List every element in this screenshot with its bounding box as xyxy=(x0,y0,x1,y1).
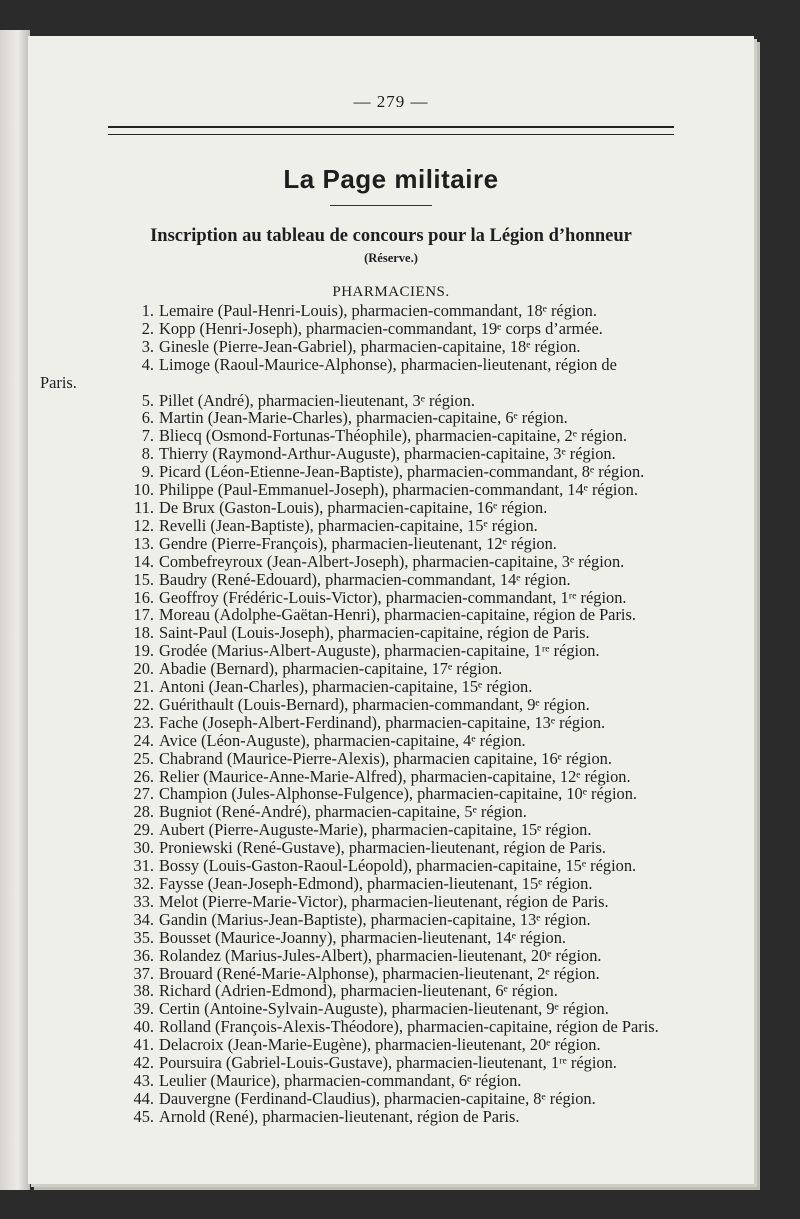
section-title: Inscription au tableau de concours pour la Légion d’honneur xyxy=(150,226,632,246)
list-item-text: Delacroix (Jean-Marie-Eugène), pharmacien-lieutenant, 20ᵉ région. xyxy=(159,1035,601,1055)
list-item-number: 37. xyxy=(133,963,154,983)
list-item-number: 18. xyxy=(133,623,154,643)
list-item-number: 2. xyxy=(141,318,154,338)
list-item-number: 15. xyxy=(133,569,154,589)
list-item xyxy=(98,803,698,821)
list-item-text: Fache (Joseph-Albert-Ferdinand), pharmacien-capitaine, 13ᵉ région. xyxy=(159,712,606,732)
list-item xyxy=(98,678,698,696)
list-item-number: 43. xyxy=(133,1070,154,1090)
list-item-number: 36. xyxy=(133,945,154,965)
list-item-number: 1. xyxy=(141,301,154,320)
list-item xyxy=(98,947,698,965)
list-item-text: Aubert (Pierre-Auguste-Marie), pharmacien-capitaine, 15ᵉ région. xyxy=(159,820,592,840)
page-title: La Page militaire xyxy=(283,164,499,194)
list-item-text: Abadie (Bernard), pharmacien-capitaine, 17ᵉ région. xyxy=(159,659,503,679)
list-item xyxy=(98,589,698,607)
list-item xyxy=(98,732,698,750)
list-item xyxy=(98,714,698,732)
list-item-text: Picard (Léon-Etienne-Jean-Baptiste), pharmacien-commandant, 8ᵉ région. xyxy=(159,462,645,482)
list-item xyxy=(98,499,698,517)
list-item-text: Gandin (Marius-Jean-Baptiste), pharmacien-capitaine, 13ᵉ région. xyxy=(159,909,591,929)
list-item xyxy=(98,553,698,571)
list-item xyxy=(98,1000,698,1018)
list-item-text: Guérithault (Louis-Bernard), pharmacien-commandant, 9ᵉ région. xyxy=(159,694,590,714)
list-item-number: 42. xyxy=(133,1053,154,1073)
list-item-text: Avice (Léon-Auguste), pharmacien-capitaine, 4ᵉ région. xyxy=(159,730,526,750)
list-item-number: 40. xyxy=(133,1017,154,1037)
list-item xyxy=(98,839,698,857)
list-item-number: 7. xyxy=(141,426,154,446)
list-item xyxy=(98,982,698,1000)
list-item-text: Bugniot (René-André), pharmacien-capitaine, 5ᵉ région. xyxy=(159,802,527,822)
list-item-number: 19. xyxy=(133,641,154,661)
list-item xyxy=(98,893,698,911)
list-item xyxy=(98,1072,698,1090)
list-item-number: 5. xyxy=(141,390,154,410)
list-item-number: 32. xyxy=(133,874,154,893)
list-item-number: 35. xyxy=(133,927,154,947)
list-item xyxy=(98,463,698,481)
list-item-text: Martin (Jean-Marie-Charles), pharmacien-capitaine, 6ᵉ région. xyxy=(159,408,568,428)
left-page-edge xyxy=(0,30,30,1190)
title-divider xyxy=(330,205,432,206)
list-item-text: Gendre (Pierre-François), pharmacien-lieutenant, 12ᵉ région. xyxy=(159,533,557,553)
list-item-number: 20. xyxy=(133,659,154,679)
list-item xyxy=(98,965,698,983)
list-item-text: Moreau (Adolphe-Gaëtan-Henri), pharmacien-capitaine, région de Paris. xyxy=(159,605,636,625)
list-item-text: Rolland (François-Alexis-Théodore), pharmacien-capitaine, région de Paris. xyxy=(159,1017,659,1037)
list-item-number: 25. xyxy=(133,748,154,768)
list-item-number: 38. xyxy=(133,981,154,1001)
list-item xyxy=(98,929,698,947)
list-item xyxy=(98,875,698,893)
list-item xyxy=(98,356,698,374)
list-item xyxy=(98,606,698,624)
list-item-text: Antoni (Jean-Charles), pharmacien-capitaine, 15ᵉ région. xyxy=(159,677,533,697)
list-item-number: 3. xyxy=(141,336,154,356)
entries-list xyxy=(40,301,698,1126)
list-item-number: 39. xyxy=(133,999,154,1019)
list-item-text: Brouard (René-Marie-Alphonse), pharmacien-lieutenant, 2ᵉ région. xyxy=(159,963,600,983)
list-item-text: Paris. xyxy=(40,372,77,392)
list-item-text: Leulier (Maurice), pharmacien-commandant, 6ᵉ région. xyxy=(159,1070,522,1090)
list-item xyxy=(98,624,698,642)
list-item-text: Poursuira (Gabriel-Louis-Gustave), pharmacien-lieutenant, 1ʳᵉ région. xyxy=(159,1053,617,1073)
category-heading: PHARMACIENS. xyxy=(332,284,450,300)
list-item xyxy=(98,696,698,714)
list-item-number: 10. xyxy=(133,480,154,500)
list-item-text: Thierry (Raymond-Arthur-Auguste), pharmacien-capitaine, 3ᵉ région. xyxy=(159,444,616,464)
document-page xyxy=(28,36,754,1184)
list-item xyxy=(98,1018,698,1036)
list-item-number: 21. xyxy=(133,677,154,697)
list-item-text: Kopp (Henri-Joseph), pharmacien-commandant, 19ᵉ corps d’armée. xyxy=(159,318,603,338)
list-item xyxy=(98,1036,698,1054)
page-number: — 279 — xyxy=(353,92,429,111)
list-item-number: 29. xyxy=(133,820,154,840)
list-item-text: Revelli (Jean-Baptiste), pharmacien-capitaine, 15ᵉ région. xyxy=(159,515,538,535)
list-item-number: 27. xyxy=(133,784,154,804)
list-item-text: Grodée (Marius-Albert-Auguste), pharmacien-capitaine, 1ʳᵉ région. xyxy=(159,641,600,661)
list-item xyxy=(98,1090,698,1108)
list-item-text: Faysse (Jean-Joseph-Edmond), pharmacien-lieutenant, 15ᵉ région. xyxy=(159,874,593,893)
list-item-text: Chabrand (Maurice-Pierre-Alexis), pharmacien capitaine, 16ᵉ région. xyxy=(159,748,612,768)
list-item-number: 28. xyxy=(133,802,154,822)
section-note: (Réserve.) xyxy=(364,251,418,265)
list-item xyxy=(98,642,698,660)
list-item xyxy=(98,392,698,410)
list-item-text: Dauvergne (Ferdinand-Claudius), pharmacien-capitaine, 8ᵉ région. xyxy=(159,1088,596,1108)
list-item-number: 9. xyxy=(141,462,154,482)
list-item-text: Pillet (André), pharmacien-lieutenant, 3ᵉ région. xyxy=(159,390,475,410)
header-rule-thick xyxy=(108,126,674,128)
list-item-number: 26. xyxy=(133,766,154,786)
list-item-text: Bousset (Maurice-Joanny), pharmacien-lieutenant, 14ᵉ région. xyxy=(159,927,567,947)
list-item-text: Champion (Jules-Alphonse-Fulgence), pharmacien-capitaine, 10ᵉ région. xyxy=(159,784,638,804)
list-item-text: Rolandez (Marius-Jules-Albert), pharmacien-lieutenant, 20ᵉ région. xyxy=(159,945,602,965)
list-item-text: Limoge (Raoul-Maurice-Alphonse), pharmacien-lieutenant, région de xyxy=(159,354,617,374)
list-item xyxy=(98,517,698,535)
list-item-text: Bossy (Louis-Gaston-Raoul-Léopold), pharmacien-capitaine, 15ᵉ région. xyxy=(159,856,637,876)
list-item xyxy=(98,445,698,463)
list-item xyxy=(98,821,698,839)
list-item xyxy=(98,320,698,338)
list-item xyxy=(98,571,698,589)
list-item-number: 17. xyxy=(133,605,154,625)
list-item xyxy=(98,302,698,320)
list-item-number: 45. xyxy=(133,1106,154,1126)
list-item xyxy=(98,785,698,803)
list-item-number: 4. xyxy=(141,354,154,374)
list-item xyxy=(98,1054,698,1072)
list-item-text: Certin (Antoine-Sylvain-Auguste), pharmacien-lieutenant, 9ᵉ région. xyxy=(159,999,609,1019)
list-item-number: 34. xyxy=(133,909,154,929)
list-item-text: Arnold (René), pharmacien-lieutenant, région de Paris. xyxy=(159,1106,520,1126)
list-item-text: Proniewski (René-Gustave), pharmacien-lieutenant, région de Paris. xyxy=(159,838,606,858)
list-item xyxy=(98,409,698,427)
list-item-text: Geoffroy (Frédéric-Louis-Victor), pharmacien-commandant, 1ʳᵉ région. xyxy=(159,587,627,607)
header-rule-thin xyxy=(108,134,674,135)
list-item-text: Relier (Maurice-Anne-Marie-Alfred), pharmacien-capitaine, 12ᵉ région. xyxy=(159,766,631,786)
list-item-number: 23. xyxy=(133,712,154,732)
list-item-number: 41. xyxy=(133,1035,154,1055)
list-item-text: Baudry (René-Edouard), pharmacien-commandant, 14ᵉ région. xyxy=(159,569,571,589)
list-item-number: 12. xyxy=(133,515,154,535)
list-item-number: 33. xyxy=(133,891,154,911)
list-item xyxy=(98,768,698,786)
list-item-number: 44. xyxy=(133,1088,154,1108)
list-item-text: Saint-Paul (Louis-Joseph), pharmacien-capitaine, région de Paris. xyxy=(159,623,590,643)
list-item-number: 16. xyxy=(133,587,154,607)
list-item-number: 14. xyxy=(133,551,154,571)
list-item-number: 31. xyxy=(133,856,154,876)
list-item xyxy=(98,911,698,929)
list-item xyxy=(98,750,698,768)
list-item-text: Philippe (Paul-Emmanuel-Joseph), pharmacien-commandant, 14ᵉ région. xyxy=(159,480,638,500)
list-item-text: Lemaire (Paul-Henri-Louis), pharmacien-commandant, 18ᵉ région. xyxy=(159,301,597,320)
list-item-text: Ginesle (Pierre-Jean-Gabriel), pharmacien-capitaine, 18ᵉ région. xyxy=(159,336,581,356)
list-item-number: 6. xyxy=(141,408,154,428)
list-item xyxy=(98,427,698,445)
list-item xyxy=(98,535,698,553)
list-item-number: 13. xyxy=(133,533,154,553)
list-item xyxy=(98,338,698,356)
list-item-number: 8. xyxy=(141,444,154,464)
list-item-continuation xyxy=(28,374,698,392)
list-item-number: 11. xyxy=(134,497,154,517)
list-item xyxy=(98,857,698,875)
list-item-number: 24. xyxy=(133,730,154,750)
list-item-text: Combefreyroux (Jean-Albert-Joseph), pharmacien-capitaine, 3ᵉ région. xyxy=(159,551,625,571)
list-item xyxy=(98,481,698,499)
list-item-text: Bliecq (Osmond-Fortunas-Théophile), pharmacien-capitaine, 2ᵉ région. xyxy=(159,426,627,446)
list-item xyxy=(98,660,698,678)
list-item-text: Richard (Adrien-Edmond), pharmacien-lieutenant, 6ᵉ région. xyxy=(159,981,558,1001)
list-item xyxy=(98,1108,698,1126)
list-item-text: De Brux (Gaston-Louis), pharmacien-capitaine, 16ᵉ région. xyxy=(159,497,548,517)
list-item-number: 22. xyxy=(133,694,154,714)
list-item-text: Melot (Pierre-Marie-Victor), pharmacien-lieutenant, région de Paris. xyxy=(159,891,609,911)
list-item-number: 30. xyxy=(133,838,154,858)
